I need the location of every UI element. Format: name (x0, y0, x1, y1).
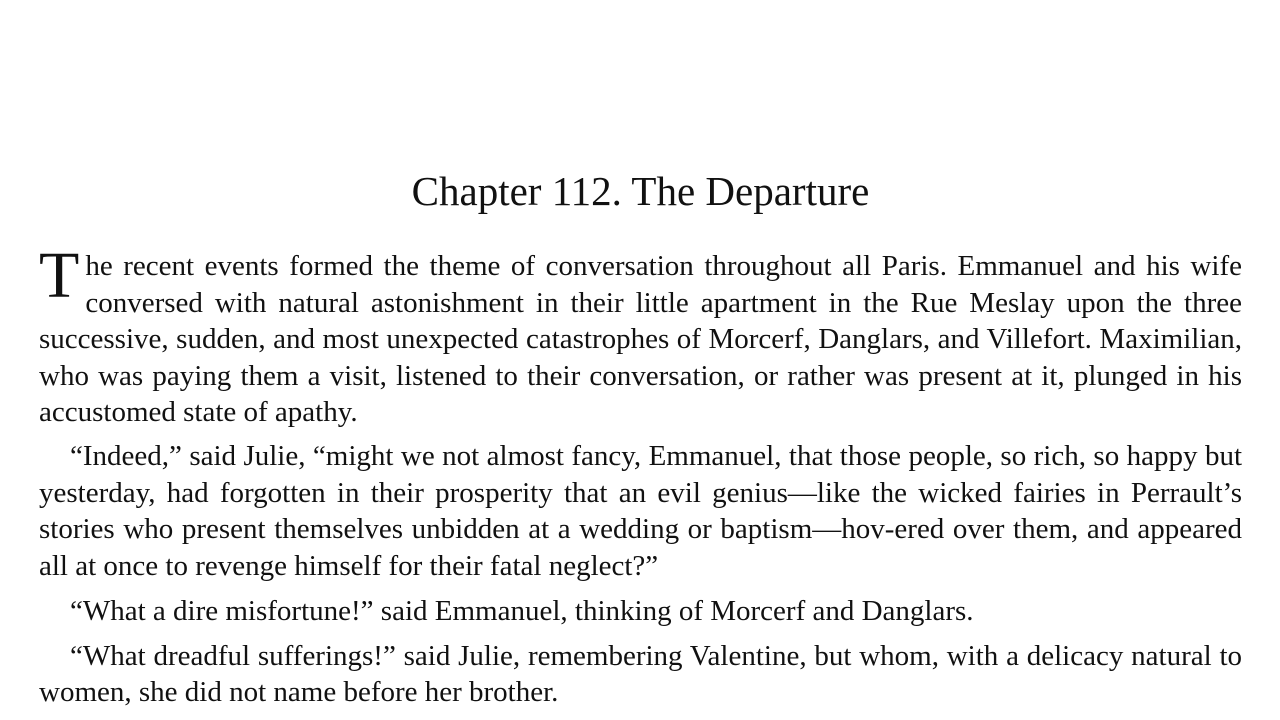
paragraph-1-text: he recent events formed the theme of conversation throughout all Paris. Emmanuel and his wife conversed with natural astonishment in their little apartment in the Rue Meslay upon the three successive, sudden, and most unexpected catastrophes of Morcerf, Danglars, and Villefort. Maximilian, who was paying them a visit, listened to their conversation, or rather was present at it, plunged in his accustomed state of apathy. (39, 250, 1242, 429)
reader-page (39, 0, 1242, 720)
paragraph-2: “Indeed,” said Julie, “might we not almost fancy, Emmanuel, that those people, so rich, so happy but yesterday, had forgotten in their prosperity that an evil genius—like the wicked fairies in Perrault’s stories who present themselves unbidden at a wedding or baptism—hov-ered over them, and appeared all at once to revenge himself for their fatal neglect?” (39, 439, 1242, 582)
chapter-title: Chapter 112. The Departure (411, 168, 870, 214)
drop-cap: T (39, 239, 80, 312)
paragraph-4: “What dreadful sufferings!” said Julie, remembering Valentine, but whom, with a delicacy natural to women, she did not name before her brother. (39, 639, 1242, 709)
paragraph-3: “What a dire misfortune!” said Emmanuel, thinking of Morcerf and Danglars. (70, 594, 974, 627)
chapter-body (39, 239, 1242, 719)
paragraph-1 (39, 239, 1242, 431)
